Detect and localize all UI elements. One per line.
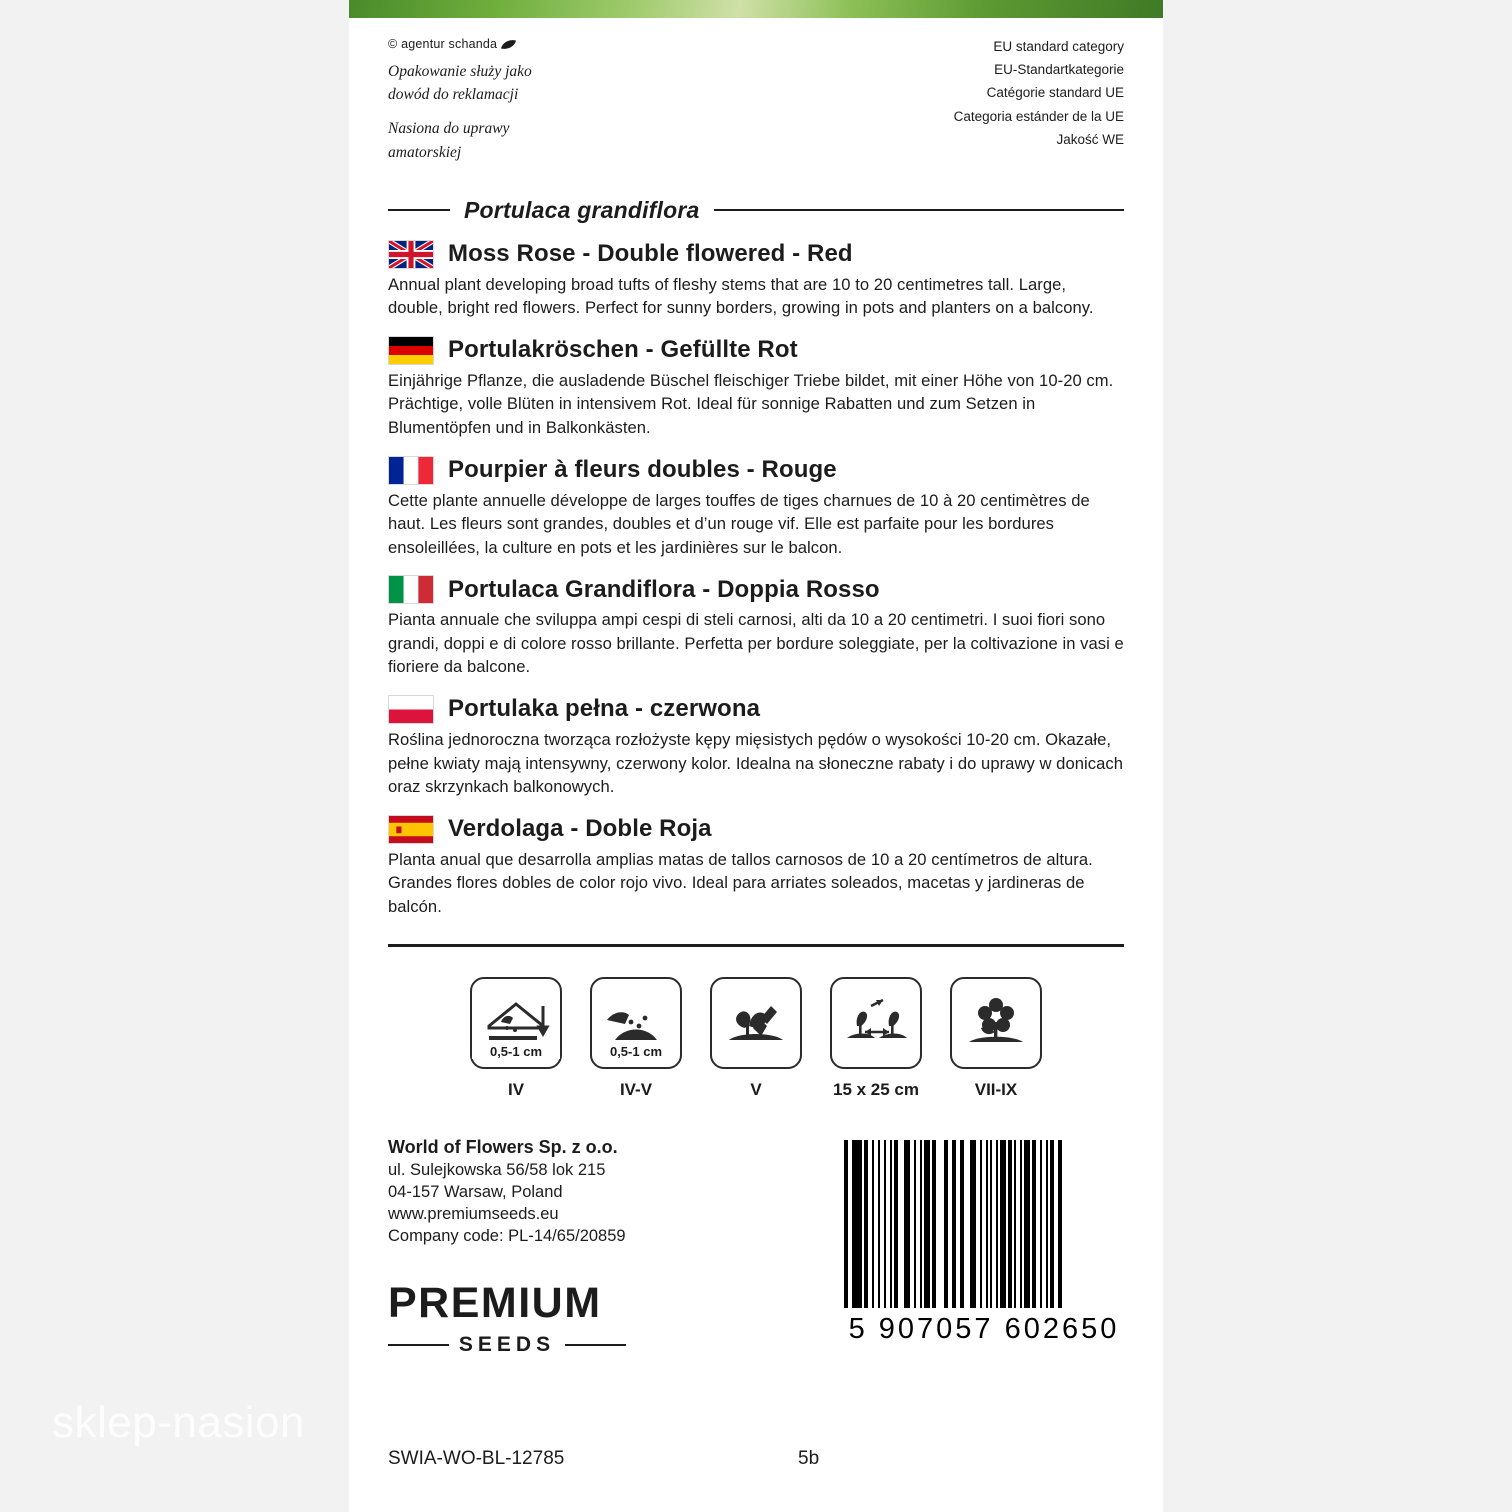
language-desc-it: Pianta annuale che sviluppa ampi cespi di steli carnosi, alti da 10 a 20 centimetri. I suoi fiori sono grandi, doppi e di colore rosso brillante. Perfetta per bordure soleggiate, per la coltivazione in vasi e fioriere da balcone. bbox=[388, 610, 1124, 677]
language-desc-pl: Roślina jednoroczna tworząca rozłożyste kępy mięsistych pędów o wysokości 10-20 cm. Okazałe, pełne kwiaty mają intensywny, czerwony kolor. Idealna na słoneczne rabaty i do uprawy w donicach oraz skrzynkach balkonowych. bbox=[388, 729, 1124, 797]
copyright-text: © agentur schanda bbox=[388, 37, 498, 51]
pictogram-depth-2: 0,5-1 cm bbox=[609, 1044, 663, 1060]
pictogram-flowering bbox=[950, 977, 1042, 1100]
eu-category-es: Categoria estánder de la UE bbox=[953, 108, 1124, 124]
pictogram-label-4: 15 x 25 cm bbox=[832, 1080, 919, 1100]
pictogram-sowing-under-cover bbox=[470, 977, 562, 1100]
legal-line-1: Opakowanie służy jako bbox=[388, 62, 532, 80]
eu-category-block bbox=[954, 35, 1124, 175]
legal-line-4: amatorskiej bbox=[388, 143, 462, 161]
germany-flag-icon bbox=[388, 336, 434, 365]
language-desc-fr: Cette plante annuelle développe de larges touffes de tiges charnues de 10 à 20 centimètres de haut. Les fleurs sont grandes, doubles et d’un rouge vif. Elle est parfaite pour les bordures ensoleillées, la culture en pots et les jardinières sur le balcon. bbox=[388, 490, 1090, 557]
divider bbox=[388, 944, 1124, 947]
language-title-de: Portulakröschen - Gefüllte Rot bbox=[448, 336, 798, 364]
legal-text-block bbox=[388, 35, 532, 175]
language-block-fr bbox=[388, 456, 1124, 560]
barcode-bars bbox=[844, 1140, 1124, 1308]
pictogram-spacing bbox=[830, 977, 922, 1100]
spain-flag-icon bbox=[388, 815, 434, 844]
company-code: Company code: PL-14/65/20859 bbox=[388, 1227, 626, 1246]
watermark: sklep-nasion bbox=[52, 1398, 306, 1447]
pictogram-label-1: IV bbox=[507, 1080, 525, 1100]
leaf-icon bbox=[501, 38, 516, 51]
language-title-pl: Portulaka pełna - czerwona bbox=[448, 695, 761, 723]
photo-strip bbox=[349, 0, 1163, 18]
pictogram-label-3: V bbox=[750, 1080, 762, 1100]
language-block-de bbox=[388, 336, 1124, 440]
pictogram-planting bbox=[710, 977, 802, 1100]
brand-logo bbox=[388, 1279, 626, 1357]
rule-left bbox=[388, 209, 450, 211]
eu-category-en: EU standard category bbox=[993, 39, 1124, 54]
top-info-row bbox=[388, 18, 1124, 175]
language-block-pl bbox=[388, 695, 1124, 799]
barcode-number: 5 907057 602650 bbox=[848, 1313, 1120, 1346]
language-title-es: Verdolaga - Doble Roja bbox=[448, 815, 712, 843]
footer bbox=[349, 1448, 1163, 1470]
language-title-fr: Pourpier à fleurs doubles - Rouge bbox=[448, 456, 837, 484]
footer-page: 5b bbox=[798, 1448, 820, 1469]
language-block-it bbox=[388, 575, 1124, 679]
eu-category-pl: Jakość WE bbox=[1056, 131, 1124, 147]
footer-article-code: SWIA-WO-BL-12785 bbox=[388, 1448, 565, 1469]
pictogram-label-2: IV-V bbox=[619, 1080, 653, 1100]
rule-right bbox=[714, 209, 1124, 211]
copyright-row bbox=[388, 35, 532, 54]
language-desc-en: Annual plant developing broad tufts of fleshy stems that are 10 to 20 centimetres tall. Large, double, bright red flowers. Perfect for sunny borders, growing in pots and planters on a balcony. bbox=[388, 274, 1094, 318]
species-heading bbox=[388, 197, 1124, 224]
eu-category-fr: Catégorie standard UE bbox=[986, 85, 1124, 101]
company-street: ul. Sulejkowska 56/58 lok 215 bbox=[388, 1161, 606, 1180]
language-title-it: Portulaca Grandiflora - Doppia Rosso bbox=[448, 575, 880, 603]
france-flag-icon bbox=[388, 456, 434, 485]
pictogram-depth-1: 0,5-1 cm bbox=[472, 1044, 560, 1059]
species-name: Portulaca grandiflora bbox=[464, 196, 700, 223]
brand-logo-dash-right bbox=[565, 1344, 626, 1347]
legal-line-2: dowód do reklamacji bbox=[388, 86, 519, 103]
language-desc-es: Planta anual que desarrolla amplias matas de tallos carnosos de 10 a 20 centímetros de altura. Grandes flores dobles de color rojo vivo. Ideal para arriates soleados, macetas y jardineras de balcón. bbox=[388, 849, 1093, 916]
language-block-es bbox=[388, 815, 1124, 919]
poland-flag-icon bbox=[388, 695, 434, 724]
brand-logo-dash-left bbox=[388, 1344, 449, 1347]
pictogram-label-5: VII-IX bbox=[974, 1080, 1018, 1100]
language-title-en: Moss Rose - Double flowered - Red bbox=[448, 240, 853, 268]
legal-line-3: Nasiona do uprawy bbox=[388, 120, 510, 138]
language-block-en bbox=[388, 240, 1124, 320]
brand-logo-bottom: SEEDS bbox=[458, 1333, 556, 1356]
bottom-row bbox=[388, 1136, 1124, 1357]
uk-flag-icon bbox=[388, 240, 434, 269]
pictogram-sowing-outdoors bbox=[590, 977, 682, 1100]
company-website[interactable]: www.premiumseeds.eu bbox=[388, 1205, 559, 1224]
italy-flag-icon bbox=[388, 575, 434, 604]
brand-logo-top: PREMIUM bbox=[388, 1279, 602, 1327]
company-name: World of Flowers Sp. z o.o. bbox=[388, 1137, 618, 1158]
eu-category-de: EU-Standartkategorie bbox=[994, 62, 1124, 78]
barcode bbox=[844, 1136, 1124, 1346]
seed-packet bbox=[349, 0, 1163, 1512]
company-city: 04-157 Warsaw, Poland bbox=[388, 1183, 563, 1202]
cultivation-pictograms bbox=[388, 977, 1124, 1100]
language-desc-de: Einjährige Pflanze, die ausladende Büschel fleischiger Triebe bildet, mit einer Höhe von 10-20 cm. Prächtige, volle Blüten in intensivem Rot. Ideal für sonnige Rabatten und zum Setzen in Blumentöpfen und in Balkonkästen. bbox=[388, 370, 1114, 437]
company-info bbox=[388, 1136, 626, 1248]
